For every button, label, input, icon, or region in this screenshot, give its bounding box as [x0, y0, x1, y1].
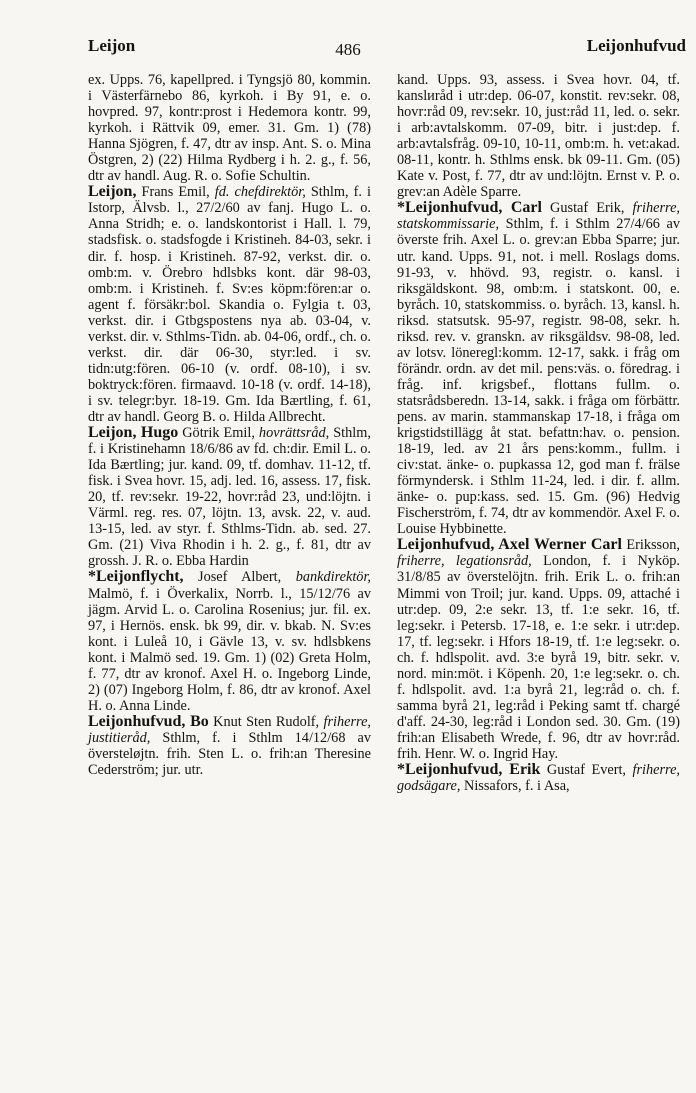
- right-column: [397, 72, 680, 794]
- running-head-left: Leijon: [88, 36, 136, 55]
- entry-leijonhufvud-carl: [397, 200, 680, 537]
- entry-leijon-frans-emil: [88, 184, 371, 425]
- entry-continuation: [397, 72, 680, 200]
- entry-title: friherre, godsägare,: [397, 762, 681, 795]
- entry-continuation: [88, 72, 371, 184]
- entry-text: Götrik Emil, hovrättsråd, Sthlm, f. i Kristinehamn 18/6/86 av fd. ch:dir. Emil L. o. Ida Bærtling; jur. kand. 09, tf. domhav. 11-12, tf. fisk. i Svea hovr. 15, adj. led. 16, assess. 17, fisk. 20, tf. rev:sekr. 19-22, hovr:råd 23, und:löjtn. i Värml. reg. res. 07, löjtn. 13, avsk. 22, v. aud. 13-15, led. av styr. f. Sthlms-Tidn. ab. sed. 27. Gm. (21) Viva Rhodin i h. 2. g., f. 81, dtr av grossh. J. R. o. Ebba Hardin: [88, 425, 371, 570]
- entry-name: Leijon, Hugo: [88, 424, 179, 442]
- entry-title: fd. chefdirektör,: [214, 184, 306, 201]
- entry-title: friherre, legationsråd,: [397, 553, 532, 570]
- entry-name: *Leijonflycht,: [88, 568, 184, 586]
- entry-text: Frans Emil, fd. chefdirektör, Sthlm, f. i Istorp, Älvsb. l., 27/2/60 av fanj. Hugo L. o. Anna Stridh; e. o. landskontorist i Hall. l. 79, stadsfisk. o. stadsfogde i Kristineh. 84-03, sekr. i dir. f. hosp. i Kristineh. 87-92, verkst. dir. o. omb:m. v. Örebro hdlsbks kont. där 98-03, omb:m. i Kristineh. f. Sv:es köpm:fören:ar o. agent f. försäkr:bol. Skandia o. Fylgia t. 03, verkst. dir. i Gtbgspostens nya ab. 03-04, v. verkst. dir. v. Sthlms-Tidn. ab. 04-06, ordf., ch. o. verkst. dir. där 06-30, styr:led. i sv. tidn:utg:fören. 06-10 (v. ordf. 08-10), i sv. boktryck:fören. firmaavd. 10-18 (v. ordf. 14-18), i sv. telegr:byr. 18-19. Gm. Ida Bærtling, f. 61, dtr av handl. Georg B. o. Hilda Allbrecht.: [88, 184, 371, 425]
- entry-leijonhufvud-axel: [397, 537, 680, 762]
- entry-text: Josef Albert, bankdirektör, Malmö, f. i Överkalix, Norrb. l., 15/12/76 av jägm. Arvid L. o. Carolina Rosenius; jur. fil. ex. 97, i Hernös. ensk. bk 99, dir. v. bkab. N. Sv:es kont. i Luleå 10, i Gävle 13, v. sv. hdlsbkens kont. i Malmö sed. 19. Gm. 1) (02) Greta Holm, f. 77, dtr av kronof. Axel H. o. Ingeborg Linde, 2) (07) Ingeborg Holm, f. 86, dtr av kronof. Axel H. o. Anna Linde.: [88, 569, 371, 714]
- running-head-right: Leijonhufvud: [586, 36, 686, 55]
- entry-name: Leijonhufvud, Bo: [88, 712, 209, 730]
- entry-title: hovrättsråd,: [258, 425, 330, 442]
- entry-leijonhufvud-bo: [88, 714, 371, 778]
- entry-text: Eriksson, friherre, legationsråd, London, f. i Nyköp. 31/8/85 av överstelöjtn. frih. Erik L. o. frih:an Mimmi von Troil; jur. kand. Upps. 09, attaché i utr:dep. 09, 2:e sekr. 13, tf. 1:e sekr. 16, tf. leg:sekr. i Petersb. 17-18, e. 1:e sekr. i utr:dep. 17, tf. leg:sekr. i Hfors 18-19, tf. 1:e leg:sekr. o. ch. f. hdlspolit. avd. 3:e byrå 19, bitr. sekr. v. nord. min:möt. i Köpenh. 20, 1:e leg:sekr. o. ch. f. hdlspolit. avd. 1:a byrå 21, leg:råd o. ch. f. samma byrå 21, leg:råd i Peking samt tf. chargé d'aff. 24-30, leg:råd i London sed. 30. Gm. (19) frih:an Elisabeth Wrede, f. 96, dtr av hovr:råd. frih. Henr. W. o. Ingrid Hay.: [397, 537, 680, 762]
- entry-text: Gustaf Erik, friherre, statskommissarie, Sthlm, f. i Sthlm 27/4/66 av överste frih. Axel L. o. grev:an Ebba Sparre; jur. utr. kand. Upps. 91, not. i mell. Roslags doms. 91-93, v. hhövd. 93, registr. o. kansl. i riksgäldskont. 98, omb:m. i statskont. 00, e. byråch. 10, statskommiss. o. byråch. 13, kansl. h. riksd. statsutsk. 95-97, registr. 98-08, sekr. h. riksd. rev. v. granskn. av riksgäldsv. 98-08, led. av lotsv. löneregl:komm. 12-17, sakk. i fråg om förändr. ordn. av det mil. pens:väs. o. föredrag. i fråg. inf. krigsbef., flottans fullm. o. statsrådsberedn. 13-14, sakk. i fråga om förbättr. pens. av marin. stammanskap 17-18, i fråga om krigstidstillägg åt stat. befattn:hav. o. pension. 18-19, led. av 21 års pens:komm., fullm. i civ:stat. änke- o. pupkassa 12, god man f. frälse förmyndersk. i Sthlm 11-24, led. i dir. f. allm. änke- o. pup:kass. sed. 15. Gm. (96) Hedvig Fischerström, f. 74, dtr av kommendör. Axel F. o. Louise Hybbinette.: [397, 200, 681, 538]
- page-number: 486: [335, 40, 361, 59]
- entry-leijon-hugo: [88, 425, 371, 569]
- entry-text: Gustaf Evert, friherre, godsägare, Nissafors, f. i Asa,: [397, 762, 681, 795]
- entry-name: *Leijonhufvud, Carl: [397, 199, 542, 217]
- entry-name: Leijonhufvud, Axel Werner Carl: [397, 536, 622, 554]
- entry-text: ex. Upps. 76, kapellpred. i Tyngsjö 80, kommin. i Västerfärnebo 86, kyrkoh. i By 91, e. o. hovpred. 97, kontr:prost i Hedemora kontr. 99, kyrkoh. i Rättvik 09, emer. 31. Gm. 1) (78) Hanna Sjögren, f. 47, dtr av insp. Ant. S. o. Mina Östgren, 2) (22) Hilma Rydberg i h. 2. g., f. 56, dtr av handl. Aug. R. o. Sofie Schultin.: [88, 72, 371, 185]
- entry-text: kand. Upps. 93, assess. i Svea hovr. 04, tf. kanslиråd i utr:dep. 06-07, konstit. rev:sekr. 08, hovr:råd 09, rev:sekr. 10, just:råd 11, led. o. sekr. i arb:avtalskomm. 07-09, bitr. i just:dep. f. arb:avtalsfråg. 09-10, 10-11, omb:m. h. vet:akad. 08-11, kontr. h. Sthlms ensk. bk 09-11. Gm. (05) Kate v. Post, f. 77, dtr av und:löjtn. Ernst v. P. o. grev:an Adèle Sparre.: [397, 72, 680, 201]
- left-column: [88, 72, 371, 778]
- entry-title: bankdirektör,: [295, 569, 371, 586]
- entry-leijonhufvud-erik: [397, 762, 680, 794]
- entry-leijonflycht-josef: [88, 569, 371, 713]
- entry-text: Knut Sten Rudolf, friherre, justitieråd, Sthlm, f. i Sthlm 14/12/68 av översteløjtn. frih. Sten L. o. frih:an Theresine Cederström; jur. utr.: [88, 713, 371, 779]
- entry-title: friherre, justitieråd,: [88, 713, 371, 746]
- entry-name: *Leijonhufvud, Erik: [397, 761, 541, 779]
- entry-name: Leijon,: [88, 183, 137, 201]
- entry-title: friherre, statskommissarie,: [397, 200, 681, 233]
